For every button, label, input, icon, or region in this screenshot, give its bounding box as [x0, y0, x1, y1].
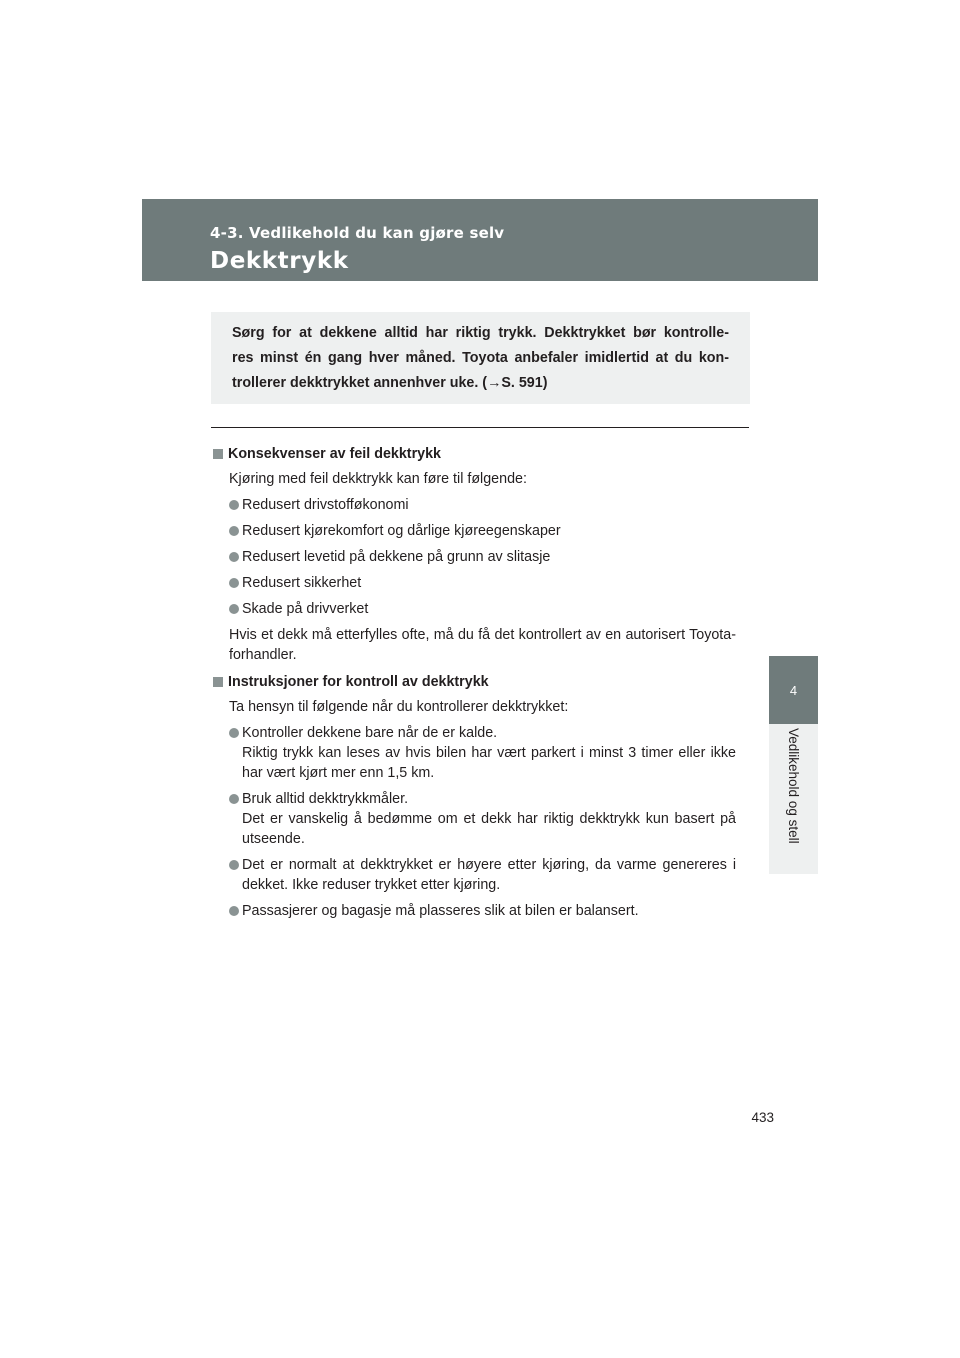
intro-box: [211, 312, 750, 404]
intro-line-1: Sørg for at dekkene alltid har riktig trykk. Dekktrykket bør kontrolle-: [232, 325, 729, 341]
section-lead: Ta hensyn til følgende når du kontrollerer dekktrykket:: [229, 699, 569, 715]
list-item: Redusert kjørekomfort og dårlige kjøreegenskaper: [212, 521, 736, 541]
list-item: Skade på drivverket: [212, 599, 736, 619]
list-item-main: Kontroller dekkene bare når de er kalde.: [242, 725, 498, 741]
page-number: 433: [751, 1110, 774, 1125]
main-content: [212, 443, 736, 927]
list-item: [212, 723, 736, 783]
section-heading-consequences: Konsekvenser av feil dekktrykk: [212, 443, 736, 465]
list-item-main: Passasjerer og bagasje må plasseres slik at bilen er balansert.: [242, 903, 639, 919]
section-heading-instructions: Instruksjoner for kontroll av dekktrykk: [212, 671, 736, 693]
list-item: [212, 901, 736, 921]
list-item: Redusert levetid på dekkene på grunn av slitasje: [212, 547, 736, 567]
intro-text: [232, 321, 729, 396]
list-item-main: Bruk alltid dekktrykkmåler.: [242, 791, 409, 807]
divider: [211, 427, 749, 428]
chapter-tab-number[interactable]: 4: [769, 656, 818, 724]
chapter-tab-label: [769, 724, 818, 874]
chapter-tab-label-text: Vedlikehold og stell: [786, 728, 801, 844]
section-lead: Kjøring med feil dekktrykk kan føre til følgende:: [229, 471, 527, 487]
list-item-main: Det er normalt at dekktrykket er høyere etter kjøring, da varme genereres i dekket. Ikke reduser trykket etter kjøring.: [242, 857, 736, 893]
header-band: [142, 199, 818, 281]
list-item: Redusert sikkerhet: [212, 573, 736, 593]
list-item: [212, 789, 736, 849]
page-title: Dekktrykk: [210, 248, 349, 274]
section-label: 4-3. Vedlikehold du kan gjøre selv: [210, 224, 505, 242]
intro-line-3: trollerer dekktrykket annenhver uke. (→S. 591): [232, 375, 548, 391]
list-item: [212, 855, 736, 895]
list-item: Redusert drivstofføkonomi: [212, 495, 736, 515]
list-item-detail: Riktig trykk kan leses av hvis bilen har vært parkert i minst 3 timer eller ikke har vært kjørt mer enn 1,5 km.: [242, 745, 736, 781]
list-item-detail: Det er vanskelig å bedømme om et dekk har riktig dekktrykk kun basert på utseende.: [242, 811, 736, 847]
intro-line-2: res minst én gang hver måned. Toyota anbefaler imidlertid at du kon-: [232, 350, 729, 366]
section-closing: Hvis et dekk må etterfylles ofte, må du få det kontrollert av en autorisert Toyota-forhandler.: [229, 627, 736, 663]
